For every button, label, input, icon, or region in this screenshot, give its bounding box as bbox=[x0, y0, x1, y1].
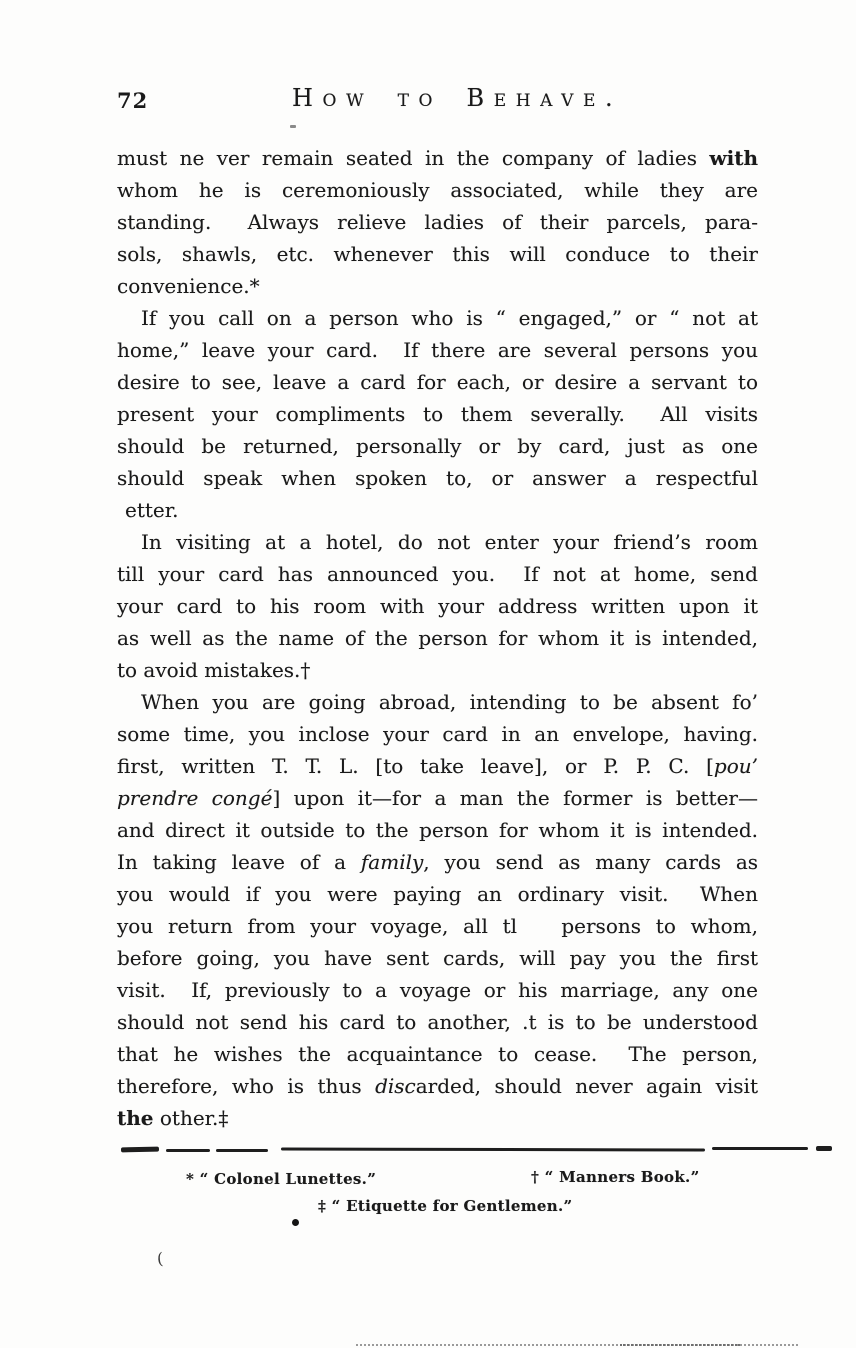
italic-text: pou’ bbox=[713, 754, 758, 778]
paragraph bbox=[117, 302, 758, 526]
italic-text: family bbox=[360, 850, 424, 874]
text-run: home,” leave your card. If there are several persons you bbox=[117, 338, 758, 362]
text-run: present your compliments to them severally. All visits bbox=[117, 402, 758, 426]
text-line bbox=[117, 942, 758, 974]
text-line bbox=[117, 1006, 758, 1038]
footnote-colonel-lunettes: * “ Colonel Lunettes.” bbox=[186, 1170, 377, 1188]
text-line bbox=[117, 750, 758, 782]
text-line bbox=[117, 846, 758, 878]
text-run: In taking leave of a bbox=[117, 850, 361, 874]
text-run: you would if you were paying an ordinary visit. When bbox=[117, 882, 758, 906]
paragraph bbox=[117, 526, 758, 686]
text-run: should not send his card to another, .t is to be understood bbox=[117, 1010, 758, 1034]
scan-speck bbox=[290, 125, 296, 128]
text-line bbox=[117, 910, 758, 942]
text-run: When you are going abroad, intending to be absent fo’ bbox=[141, 690, 758, 714]
text-line bbox=[117, 174, 758, 206]
text-run: whom he is ceremoniously associated, while they are bbox=[117, 178, 758, 202]
text-run: some time, you inclose your card in an envelope, having. bbox=[117, 722, 758, 746]
page-number: 72 bbox=[117, 88, 149, 113]
text-line bbox=[117, 878, 758, 910]
footnote-rule-segment bbox=[121, 1147, 159, 1153]
text-line bbox=[117, 398, 758, 430]
footnote-rule-segment bbox=[166, 1149, 210, 1152]
text-run: convenience.* bbox=[117, 274, 260, 298]
text-line bbox=[117, 718, 758, 750]
footnote-rule-segment bbox=[816, 1146, 832, 1151]
text-line bbox=[117, 1038, 758, 1070]
text-line bbox=[117, 238, 758, 270]
text-run: standing. Always relieve ladies of their parcels, para- bbox=[117, 210, 758, 234]
text-run: visit. If, previously to a voyage or his marriage, any one bbox=[117, 978, 758, 1002]
text-line bbox=[117, 622, 758, 654]
text-run: first, written T. T. L. [to take leave], or P. P. C. [ bbox=[117, 754, 714, 778]
footnote-rule-segment bbox=[712, 1147, 808, 1150]
text-run: ] upon it—for a man the former is better— bbox=[272, 786, 758, 810]
text-line bbox=[117, 1102, 758, 1134]
running-header-title: How to Behave. bbox=[292, 84, 623, 112]
bold-text: with bbox=[709, 146, 758, 170]
text-line bbox=[117, 782, 758, 814]
footnote-etiquette-gentlemen: ‡ “ Etiquette for Gentlemen.” bbox=[318, 1197, 573, 1215]
paragraph bbox=[117, 686, 758, 1134]
text-run: arded, should never again visit bbox=[415, 1074, 758, 1098]
text-line bbox=[117, 302, 758, 334]
text-run: therefore, who is thus bbox=[117, 1074, 376, 1098]
text-run: till your card has announced you. If not at home, send bbox=[117, 562, 758, 586]
text-run: , you send as many cards as bbox=[423, 850, 759, 874]
text-line bbox=[117, 462, 758, 494]
text-run: and direct it outside to the person for whom it is intended. bbox=[117, 818, 758, 842]
text-line bbox=[117, 206, 758, 238]
italic-text: disc bbox=[375, 1074, 416, 1098]
text-run: If you call on a person who is “ engaged,” or “ not at bbox=[141, 306, 758, 330]
stray-paren-mark: ( bbox=[156, 1248, 164, 1269]
text-line bbox=[117, 430, 758, 462]
bold-text: the bbox=[117, 1106, 154, 1130]
paragraph bbox=[117, 142, 758, 302]
text-run: sols, shawls, etc. whenever this will conduce to their bbox=[117, 242, 758, 266]
text-run: your card to his room with your address written upon it bbox=[117, 594, 758, 618]
text-run: should be returned, personally or by card, just as one bbox=[117, 434, 758, 458]
text-line bbox=[117, 526, 758, 558]
body-text bbox=[117, 142, 758, 1134]
text-line bbox=[117, 686, 758, 718]
text-run: you return from your voyage, all tl persons to whom, bbox=[117, 914, 758, 938]
footnote-manners-book: † “ Manners Book.” bbox=[531, 1168, 700, 1186]
text-line bbox=[117, 270, 758, 302]
text-run: other.‡ bbox=[153, 1106, 229, 1130]
text-run: etter. bbox=[125, 498, 179, 522]
text-line bbox=[117, 334, 758, 366]
text-run: to avoid mistakes.† bbox=[117, 658, 311, 682]
text-run: should speak when spoken to, or answer a respectful bbox=[117, 466, 758, 490]
footnote-rule-segment bbox=[216, 1149, 268, 1152]
text-line bbox=[117, 558, 758, 590]
text-line bbox=[117, 814, 758, 846]
text-run: before going, you have sent cards, will pay you the first bbox=[117, 946, 758, 970]
footnote-rule-segment bbox=[281, 1147, 705, 1151]
text-run: In visiting at a hotel, do not enter your friend’s room bbox=[141, 530, 758, 554]
text-line bbox=[117, 494, 758, 526]
text-run: that he wishes the acquaintance to cease. The person, bbox=[117, 1042, 758, 1066]
text-line bbox=[117, 654, 758, 686]
text-line bbox=[117, 1070, 758, 1102]
stray-ink-dot bbox=[292, 1219, 299, 1226]
text-run: must ne ver remain seated in the company of ladies bbox=[117, 146, 710, 170]
text-line bbox=[117, 366, 758, 398]
text-line bbox=[117, 590, 758, 622]
italic-text: prendre congé bbox=[117, 786, 273, 810]
text-run: desire to see, leave a card for each, or desire a servant to bbox=[117, 370, 758, 394]
text-line bbox=[117, 974, 758, 1006]
text-run: as well as the name of the person for whom it is intended, bbox=[117, 626, 758, 650]
scan-edge-dotted-line-dark bbox=[620, 1341, 740, 1346]
text-line bbox=[117, 142, 758, 174]
